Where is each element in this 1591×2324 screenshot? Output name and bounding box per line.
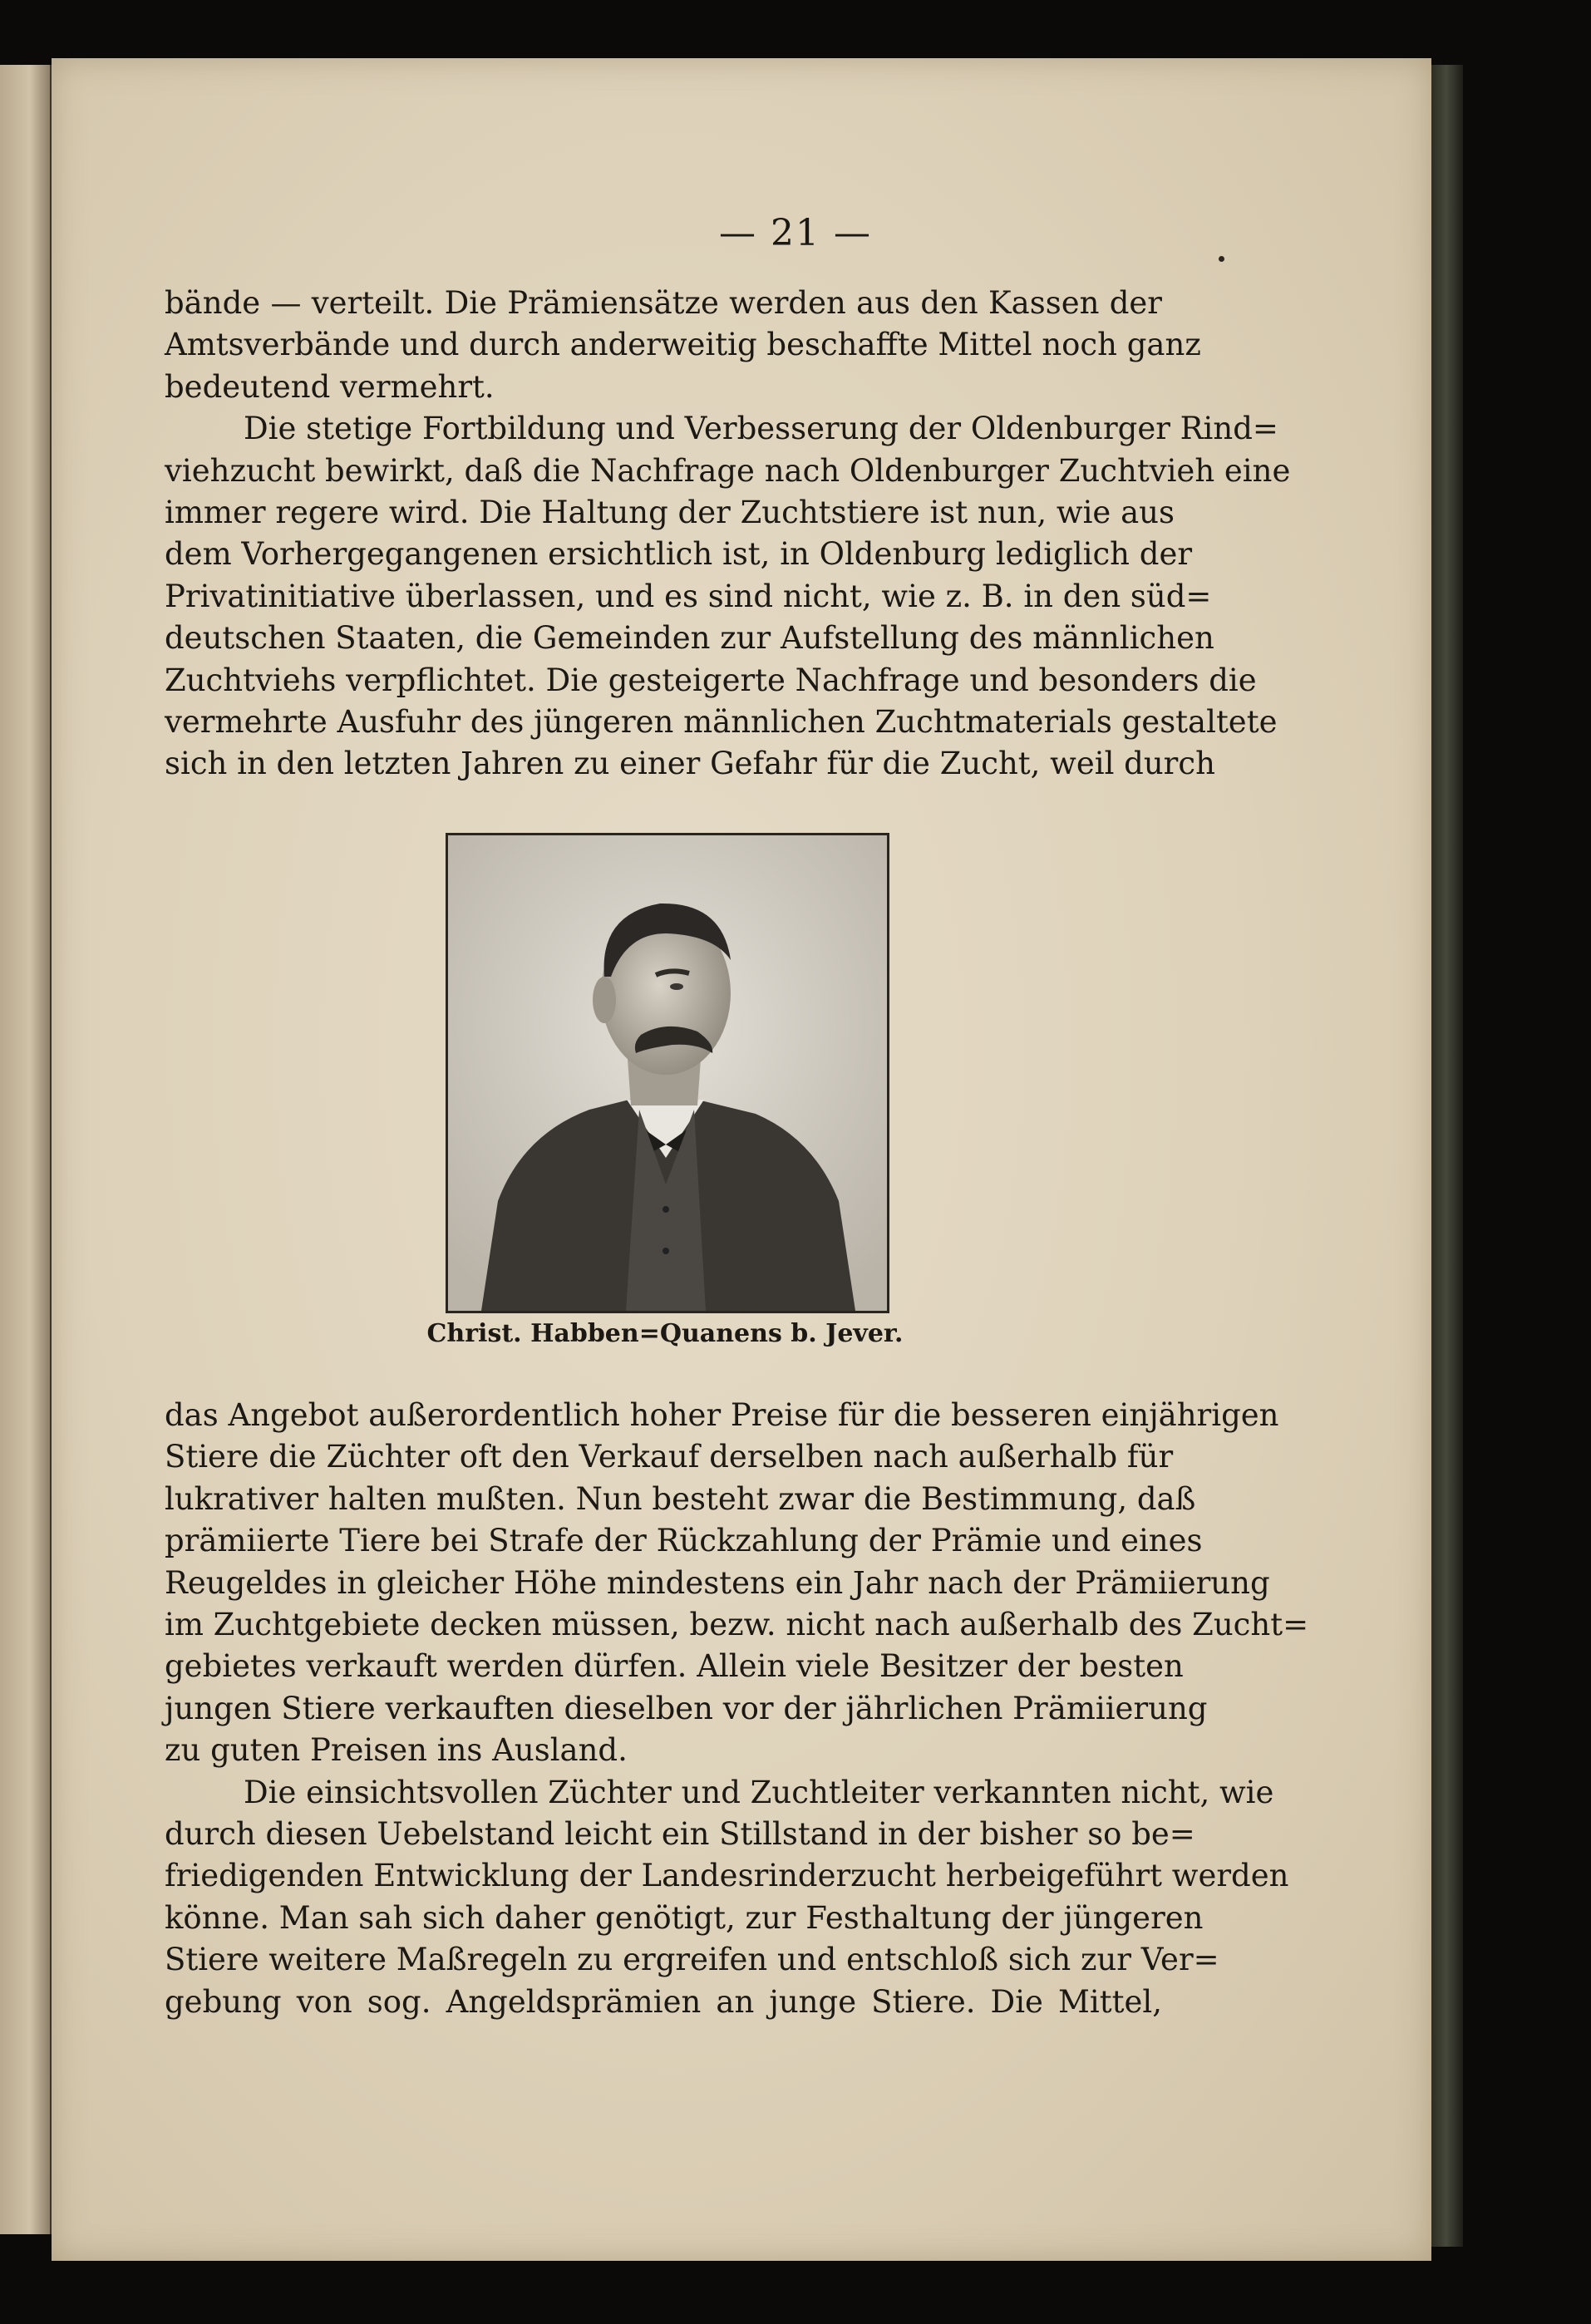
portrait-image <box>448 835 887 1311</box>
text-line: bedeutend vermehrt. <box>165 368 495 405</box>
text-line: durch diesen Uebelstand leicht ein Stillstand in der bisher so be= <box>165 1816 1195 1853</box>
text-line: sich in den letzten Jahren zu einer Gefahr für die Zucht, weil durch <box>165 746 1215 782</box>
text-line: Reugeldes in gleicher Höhe mindestens ein Jahr nach der Prämiierung <box>165 1564 1270 1601</box>
top-paragraphs <box>165 283 1291 785</box>
text-line: bände — verteilt. Die Prämiensätze werden aus den Kassen der <box>165 285 1162 321</box>
text-line: dem Vorhergegangenen ersichtlich ist, in Oldenburg lediglich der <box>165 536 1193 573</box>
text-line: gebietes verkauft werden dürfen. Allein viele Besitzer der besten <box>165 1648 1184 1685</box>
text-line: jungen Stiere verkauften dieselben vor der jährlichen Prämiierung <box>165 1690 1208 1726</box>
text-line: könne. Man sah sich daher genötigt, zur Festhaltung der jüngeren <box>165 1899 1204 1936</box>
text-line: Die stetige Fortbildung und Verbesserung der Oldenburger Rind= <box>244 411 1278 447</box>
text-line: Die einsichtsvollen Züchter und Zuchtleiter verkannten nicht, wie <box>244 1774 1274 1810</box>
text-line: deutschen Staaten, die Gemeinden zur Aufstellung des männlichen <box>165 620 1214 657</box>
portrait-photo <box>446 833 889 1313</box>
text-line: im Zuchtgebiete decken müssen, bezw. nicht nach außerhalb des Zucht= <box>165 1607 1309 1643</box>
text-line: Amtsverbände und durch anderweitig beschaffte Mittel noch ganz <box>165 327 1201 363</box>
figure-caption: Christ. Habben=Quanens b. Jever. <box>426 1319 904 1348</box>
text-line: prämiierte Tiere bei Strafe der Rückzahlung der Prämie und eines <box>165 1523 1203 1559</box>
text-line: gebung von sog. Angeldsprämien an junge Stiere. Die Mittel, <box>165 1983 1162 2020</box>
text-line: immer regere wird. Die Haltung der Zuchtstiere ist nun, wie aus <box>165 495 1175 531</box>
ink-speck <box>1219 256 1224 262</box>
bottom-paragraphs <box>165 1395 1309 2023</box>
text-line: friedigenden Entwicklung der Landesrinderzucht herbeigeführt werden <box>165 1858 1289 1894</box>
text-line: zu guten Preisen ins Ausland. <box>165 1732 628 1769</box>
text-line: Stiere weitere Maßregeln zu ergreifen und entschloß sich zur Ver= <box>165 1942 1219 1978</box>
text-line: Stiere die Züchter oft den Verkauf derselben nach außerhalb für <box>165 1439 1174 1475</box>
text-line: das Angebot außerordentlich hoher Preise für die besseren einjährigen <box>165 1397 1279 1433</box>
page-number: — 21 — <box>719 212 872 254</box>
text-line: lukrativer halten mußten. Nun besteht zwar die Bestimmung, daß <box>165 1480 1196 1517</box>
text-line: viehzucht bewirkt, daß die Nachfrage nach Oldenburger Zuchtvieh eine <box>165 452 1291 489</box>
text-line: vermehrte Ausfuhr des jüngeren männlichen Zuchtmaterials gestaltete <box>165 704 1278 741</box>
left-page-edge <box>0 65 52 2234</box>
book-cover-edge <box>1430 65 1463 2247</box>
text-line: Zuchtviehs verpflichtet. Die gesteigerte Nachfrage und besonders die <box>165 662 1257 698</box>
text-line: Privatinitiative überlassen, und es sind nicht, wie z. B. in den süd= <box>165 578 1212 614</box>
